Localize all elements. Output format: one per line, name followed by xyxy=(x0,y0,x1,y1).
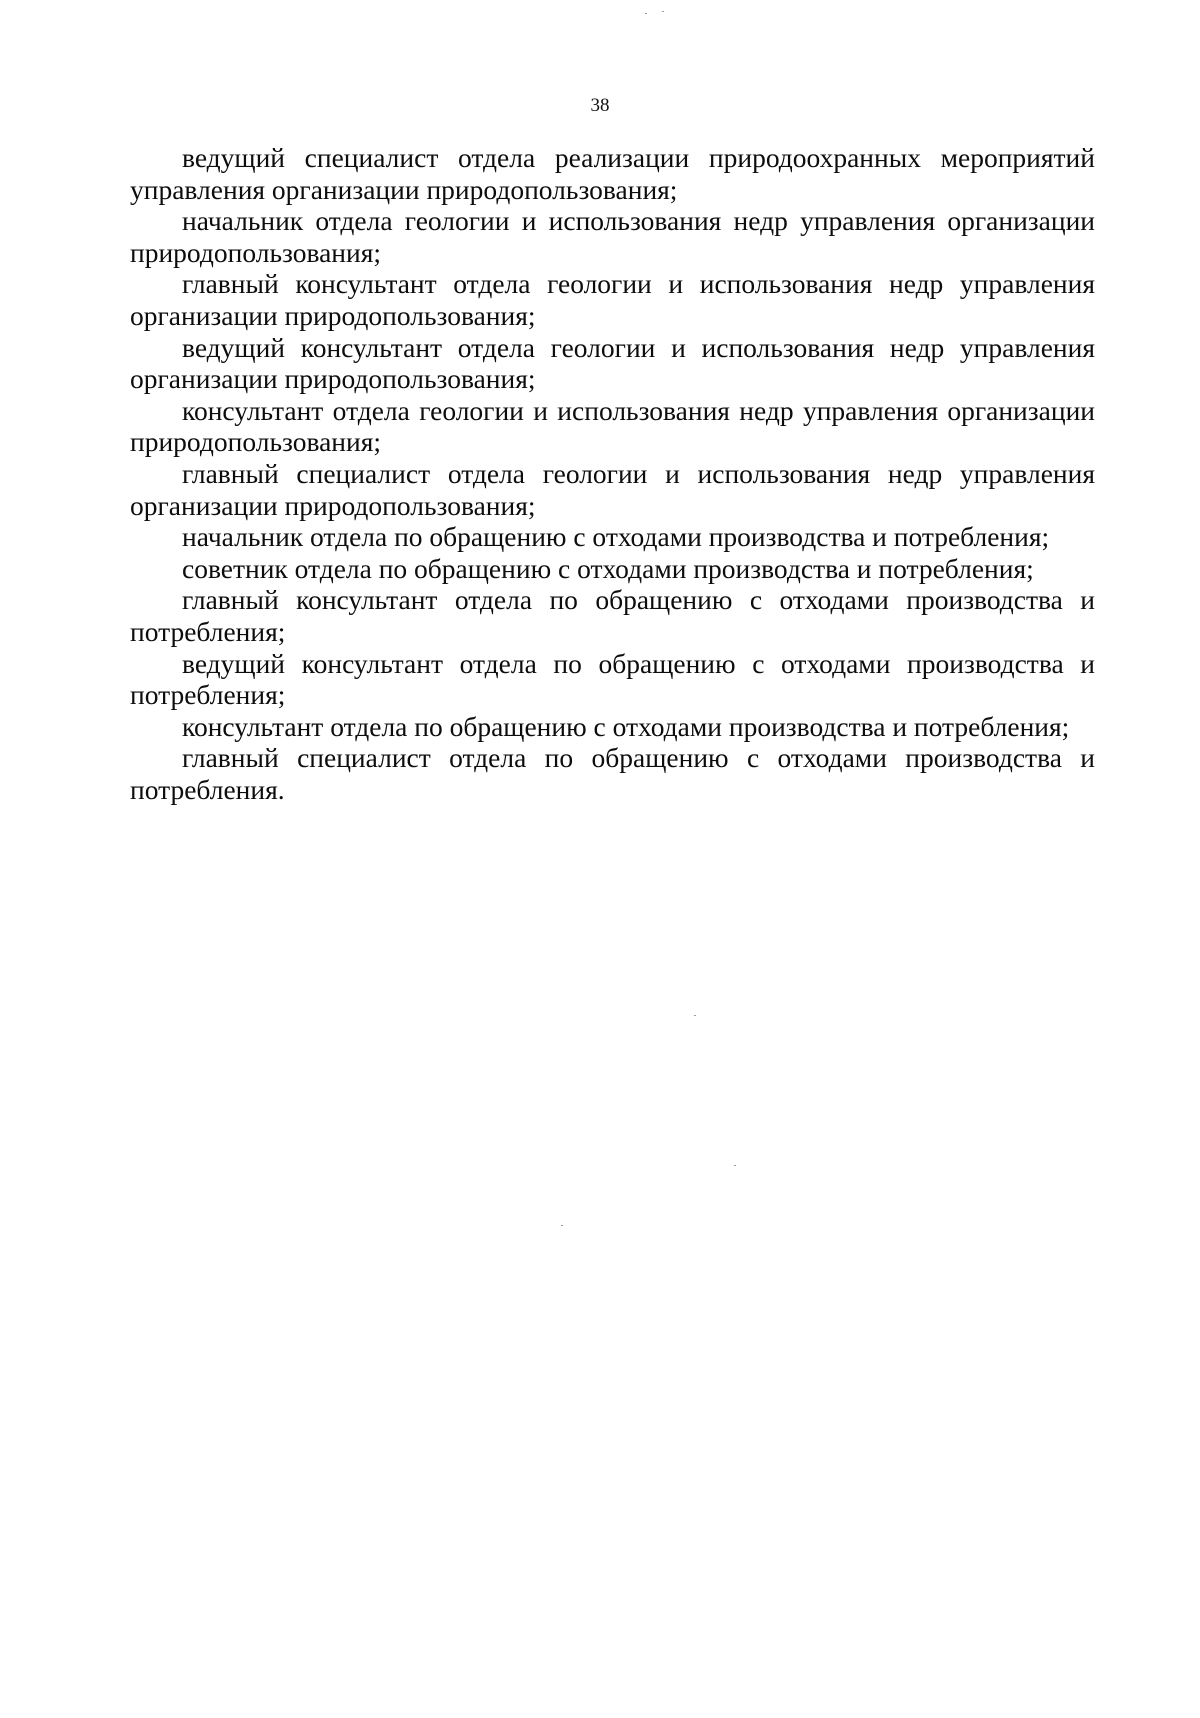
scan-speck xyxy=(645,13,647,14)
position-item: главный специалист отдела геологии и использования недр управления организации природопользования; xyxy=(130,457,1095,521)
scan-speck xyxy=(734,1165,736,1166)
position-item: главный специалист отдела по обращению с отходами производства и потребления. xyxy=(130,742,1095,805)
position-item: консультант отдела геологии и использования недр управления организации природопользования; xyxy=(130,394,1095,458)
position-list xyxy=(130,142,1095,805)
position-item: начальник отдела по обращению с отходами производства и потребления; xyxy=(182,521,1050,553)
scan-speck xyxy=(662,11,664,12)
position-item: ведущий консультант отдела геологии и использования недр управления организации природопользования; xyxy=(130,331,1095,395)
position-item: начальник отдела геологии и использования недр управления организации природопользования; xyxy=(130,205,1095,268)
page-number: 38 xyxy=(590,95,610,116)
position-item: главный консультант отдела по обращению с отходами производства и потребления; xyxy=(130,584,1095,647)
scan-speck xyxy=(561,1225,563,1226)
position-item: ведущий консультант отдела по обращению с отходами производства и потребления; xyxy=(130,647,1095,711)
position-item: консультант отдела по обращению с отходами производства и потребления; xyxy=(182,710,1070,742)
position-item: главный консультант отдела геологии и использования недр управления организации природопользования; xyxy=(130,268,1095,331)
position-item: ведущий специалист отдела реализации природоохранных мероприятий управления организации природопользования; xyxy=(130,142,1095,205)
scan-speck xyxy=(694,1015,696,1016)
position-item: советник отдела по обращению с отходами производства и потребления; xyxy=(182,552,1034,584)
